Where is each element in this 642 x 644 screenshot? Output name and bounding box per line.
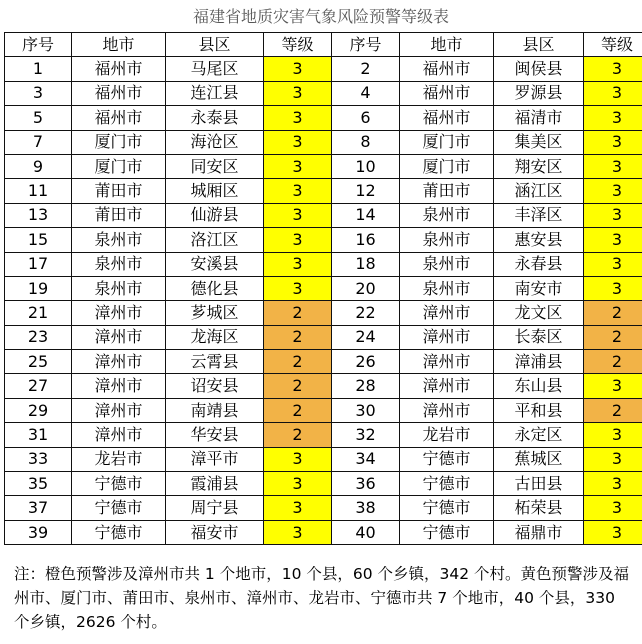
serial-cell: 14 [332,203,400,227]
county-cell: 诏安县 [166,374,264,398]
level-cell: 3 [584,423,642,447]
header-serial: 序号 [332,33,400,57]
city-cell: 龙岩市 [400,423,494,447]
serial-cell: 20 [332,276,400,300]
table-row [5,228,642,252]
serial-cell: 27 [5,374,72,398]
city-cell: 漳州市 [400,325,494,349]
table-body [5,57,642,545]
serial-cell: 3 [5,81,72,105]
level-cell: 3 [264,179,332,203]
city-cell: 厦门市 [400,130,494,154]
serial-cell: 6 [332,106,400,130]
level-cell: 2 [584,350,642,374]
county-cell: 仙游县 [166,203,264,227]
serial-cell: 34 [332,447,400,471]
county-cell: 古田县 [494,472,584,496]
level-cell: 3 [584,179,642,203]
serial-cell: 39 [5,520,72,544]
table-title: 福建省地质灾害气象风险预警等级表 [192,7,449,26]
county-cell: 东山县 [494,374,584,398]
table-row [5,423,642,447]
serial-cell: 33 [5,447,72,471]
table-row [5,496,642,520]
county-cell: 南靖县 [166,398,264,422]
table-row [5,179,642,203]
level-cell: 2 [264,325,332,349]
serial-cell: 26 [332,350,400,374]
level-cell: 3 [584,374,642,398]
serial-cell: 16 [332,228,400,252]
serial-cell: 12 [332,179,400,203]
table-row [5,472,642,496]
city-cell: 泉州市 [72,228,166,252]
header-city: 地市 [72,33,166,57]
level-cell: 3 [584,81,642,105]
level-cell: 3 [584,472,642,496]
serial-cell: 32 [332,423,400,447]
table-row [5,447,642,471]
city-cell: 宁德市 [72,520,166,544]
level-cell: 3 [264,130,332,154]
header-serial: 序号 [5,33,72,57]
table-row [5,106,642,130]
serial-cell: 10 [332,154,400,178]
serial-cell: 15 [5,228,72,252]
table-row [5,81,642,105]
city-cell: 漳州市 [72,325,166,349]
header-level: 等级 [264,33,332,57]
county-cell: 丰泽区 [494,203,584,227]
table-row [5,325,642,349]
county-cell: 南安市 [494,276,584,300]
level-cell: 3 [584,57,642,81]
county-cell: 惠安县 [494,228,584,252]
city-cell: 莆田市 [72,203,166,227]
city-cell: 福州市 [400,57,494,81]
serial-cell: 30 [332,398,400,422]
table-row [5,350,642,374]
header-row [5,33,642,57]
county-cell: 永泰县 [166,106,264,130]
city-cell: 厦门市 [72,154,166,178]
city-cell: 宁德市 [400,447,494,471]
county-cell: 永春县 [494,252,584,276]
header-city: 地市 [400,33,494,57]
city-cell: 福州市 [400,81,494,105]
level-cell: 2 [264,398,332,422]
level-cell: 3 [264,81,332,105]
county-cell: 城厢区 [166,179,264,203]
table-row [5,301,642,325]
level-cell: 3 [264,276,332,300]
county-cell: 安溪县 [166,252,264,276]
level-cell: 2 [264,301,332,325]
city-cell: 泉州市 [400,203,494,227]
level-cell: 3 [264,520,332,544]
table-row [5,374,642,398]
serial-cell: 11 [5,179,72,203]
level-cell: 2 [584,325,642,349]
county-cell: 闽侯县 [494,57,584,81]
county-cell: 龙文区 [494,301,584,325]
header-county: 县区 [166,33,264,57]
serial-cell: 31 [5,423,72,447]
serial-cell: 21 [5,301,72,325]
serial-cell: 37 [5,496,72,520]
level-cell: 3 [584,496,642,520]
level-cell: 2 [584,398,642,422]
table-row [5,398,642,422]
county-cell: 海沧区 [166,130,264,154]
county-cell: 周宁县 [166,496,264,520]
city-cell: 漳州市 [72,423,166,447]
serial-cell: 19 [5,276,72,300]
county-cell: 芗城区 [166,301,264,325]
serial-cell: 8 [332,130,400,154]
serial-cell: 24 [332,325,400,349]
level-cell: 2 [584,301,642,325]
county-cell: 长泰区 [494,325,584,349]
table-row [5,203,642,227]
table-row [5,154,642,178]
city-cell: 宁德市 [400,520,494,544]
serial-cell: 18 [332,252,400,276]
serial-cell: 7 [5,130,72,154]
serial-cell: 38 [332,496,400,520]
level-cell: 2 [264,350,332,374]
level-cell: 3 [264,447,332,471]
level-cell: 3 [264,203,332,227]
city-cell: 漳州市 [72,374,166,398]
city-cell: 漳州市 [72,350,166,374]
county-cell: 连江县 [166,81,264,105]
level-cell: 2 [264,374,332,398]
county-cell: 罗源县 [494,81,584,105]
level-cell: 3 [584,447,642,471]
city-cell: 厦门市 [72,130,166,154]
serial-cell: 22 [332,301,400,325]
county-cell: 集美区 [494,130,584,154]
city-cell: 宁德市 [72,496,166,520]
county-cell: 翔安区 [494,154,584,178]
county-cell: 漳浦县 [494,350,584,374]
table-row [5,130,642,154]
table-row [5,520,642,544]
county-cell: 洛江区 [166,228,264,252]
county-cell: 云霄县 [166,350,264,374]
table-row [5,276,642,300]
county-cell: 福清市 [494,106,584,130]
city-cell: 泉州市 [400,228,494,252]
county-cell: 德化县 [166,276,264,300]
level-cell: 3 [264,106,332,130]
level-cell: 3 [584,228,642,252]
header-county: 县区 [494,33,584,57]
city-cell: 漳州市 [400,398,494,422]
city-cell: 泉州市 [72,276,166,300]
city-cell: 泉州市 [400,252,494,276]
level-cell: 3 [584,154,642,178]
level-cell: 3 [584,203,642,227]
county-cell: 福安市 [166,520,264,544]
county-cell: 马尾区 [166,57,264,81]
serial-cell: 36 [332,472,400,496]
level-cell: 3 [264,496,332,520]
table-row [5,252,642,276]
level-cell: 3 [584,130,642,154]
city-cell: 漳州市 [400,374,494,398]
serial-cell: 9 [5,154,72,178]
city-cell: 漳州市 [400,350,494,374]
serial-cell: 1 [5,57,72,81]
serial-cell: 17 [5,252,72,276]
city-cell: 宁德市 [400,496,494,520]
level-cell: 3 [584,520,642,544]
county-cell: 漳平市 [166,447,264,471]
county-cell: 同安区 [166,154,264,178]
serial-cell: 4 [332,81,400,105]
county-cell: 涵江区 [494,179,584,203]
serial-cell: 29 [5,398,72,422]
city-cell: 泉州市 [72,252,166,276]
city-cell: 莆田市 [400,179,494,203]
warning-level-table [4,32,642,545]
city-cell: 厦门市 [400,154,494,178]
county-cell: 蕉城区 [494,447,584,471]
county-cell: 霞浦县 [166,472,264,496]
footnote: 注：橙色预警涉及漳州市共 1 个地市，10 个县，60 个乡镇，342 个村。黄色预警涉及福州市、厦门市、莆田市、泉州市、漳州市、龙岩市、宁德市共 7 个地市，40 个县，330 个乡镇，2626 个村。 [14,565,630,631]
level-cell: 3 [264,228,332,252]
level-cell: 3 [264,57,332,81]
county-cell: 柘荣县 [494,496,584,520]
serial-cell: 13 [5,203,72,227]
city-cell: 漳州市 [72,398,166,422]
serial-cell: 25 [5,350,72,374]
county-cell: 永定区 [494,423,584,447]
level-cell: 3 [264,472,332,496]
city-cell: 宁德市 [72,472,166,496]
serial-cell: 2 [332,57,400,81]
city-cell: 莆田市 [72,179,166,203]
city-cell: 福州市 [72,106,166,130]
header-level: 等级 [584,33,642,57]
level-cell: 3 [584,106,642,130]
serial-cell: 28 [332,374,400,398]
city-cell: 福州市 [72,57,166,81]
level-cell: 3 [264,154,332,178]
county-cell: 华安县 [166,423,264,447]
serial-cell: 40 [332,520,400,544]
county-cell: 平和县 [494,398,584,422]
serial-cell: 35 [5,472,72,496]
city-cell: 泉州市 [400,276,494,300]
city-cell: 漳州市 [72,301,166,325]
city-cell: 福州市 [72,81,166,105]
level-cell: 2 [264,423,332,447]
city-cell: 福州市 [400,106,494,130]
serial-cell: 5 [5,106,72,130]
level-cell: 3 [264,252,332,276]
level-cell: 3 [584,276,642,300]
table-row [5,57,642,81]
county-cell: 龙海区 [166,325,264,349]
city-cell: 宁德市 [400,472,494,496]
level-cell: 3 [584,252,642,276]
city-cell: 漳州市 [400,301,494,325]
county-cell: 福鼎市 [494,520,584,544]
city-cell: 龙岩市 [72,447,166,471]
serial-cell: 23 [5,325,72,349]
